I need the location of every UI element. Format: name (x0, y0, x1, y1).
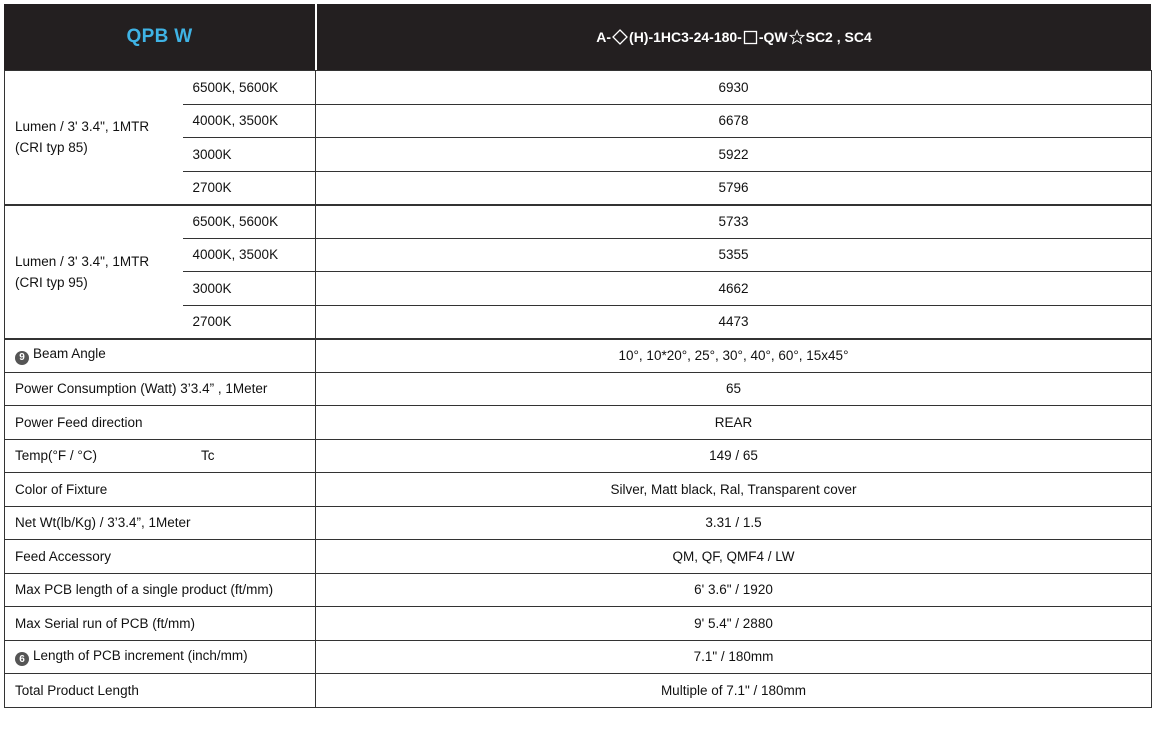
spec-value: 7.1" / 180mm (316, 640, 1152, 674)
lumen-value: 6678 (316, 104, 1152, 138)
star-icon (789, 29, 805, 45)
lumen-label-line2: (CRI typ 95) (15, 274, 88, 290)
lumen-value: 5922 (316, 138, 1152, 172)
spec-label: Net Wt(lb/Kg) / 3’3.4”, 1Meter (5, 506, 316, 540)
cct-cell: 6500K, 5600K (183, 205, 316, 239)
cct-cell: 3000K (183, 272, 316, 306)
spec-value: Multiple of 7.1" / 180mm (316, 674, 1152, 708)
number-9-icon: 9 (15, 351, 29, 365)
cct-cell: 4000K, 3500K (183, 104, 316, 138)
spec-value: 3.31 / 1.5 (316, 506, 1152, 540)
cct-cell: 4000K, 3500K (183, 238, 316, 272)
spec-label (5, 339, 316, 373)
cct-cell: 2700K (183, 171, 316, 205)
code-end: SC2 , SC4 (805, 29, 872, 45)
table-row (5, 372, 1152, 406)
cct-cell: 6500K, 5600K (183, 71, 316, 105)
spec-sheet (4, 4, 1151, 726)
lumen-label-line1: Lumen / 3' 3.4", 1MTR (15, 253, 150, 269)
lumen-group-label (5, 71, 183, 205)
product-name: QPB W (126, 26, 193, 47)
lumen-value: 5796 (316, 171, 1152, 205)
table-row (5, 406, 1152, 440)
spec-label-text: Length of PCB increment (inch/mm) (33, 647, 248, 663)
spec-label (5, 439, 316, 473)
spec-label: Feed Accessory (5, 540, 316, 574)
table-row (5, 640, 1152, 674)
lumen-value: 4662 (316, 272, 1152, 306)
spec-label-text: Beam Angle (33, 346, 106, 362)
table-row (5, 540, 1152, 574)
diamond-icon (612, 29, 628, 45)
spec-label: Power Consumption (Watt) 3’3.4” , 1Meter (5, 372, 316, 406)
spec-value: 149 / 65 (316, 439, 1152, 473)
table-row (5, 674, 1152, 708)
tc-label: Tc (201, 448, 215, 464)
lumen-label-line1: Lumen / 3' 3.4", 1MTR (15, 119, 150, 135)
code-middle: (H)-1HC3-24-180- (629, 29, 742, 45)
table-row (5, 506, 1152, 540)
table-row (5, 71, 1152, 105)
spec-label: Total Product Length (5, 674, 316, 708)
spec-value: 10°, 10*20°, 25°, 30°, 40°, 60°, 15x45° (316, 339, 1152, 373)
square-icon (743, 30, 758, 45)
lumen-value: 4473 (316, 305, 1152, 339)
lumen-label-line2: (CRI typ 85) (15, 140, 88, 156)
code-suffix: -QW (758, 29, 788, 45)
spec-value: REAR (316, 406, 1152, 440)
spec-label: Power Feed direction (5, 406, 316, 440)
spec-value: 6' 3.6" / 1920 (316, 573, 1152, 607)
cct-cell: 2700K (183, 305, 316, 339)
code-prefix: A- (596, 29, 612, 45)
lumen-value: 5355 (316, 238, 1152, 272)
spec-label (5, 640, 316, 674)
product-code (317, 4, 1151, 70)
table-row (5, 339, 1152, 373)
spec-label: Color of Fixture (5, 473, 316, 507)
spec-value: Silver, Matt black, Ral, Transparent cover (316, 473, 1152, 507)
lumen-value: 5733 (316, 205, 1152, 239)
cct-cell: 3000K (183, 138, 316, 172)
number-6-icon: 6 (15, 652, 29, 666)
spec-label: Max PCB length of a single product (ft/mm) (5, 573, 316, 607)
spec-value: 65 (316, 372, 1152, 406)
table-header (4, 4, 1151, 70)
spec-value: 9' 5.4" / 2880 (316, 607, 1152, 641)
table-row (5, 439, 1152, 473)
lumen-value: 6930 (316, 71, 1152, 105)
table-row (5, 607, 1152, 641)
spec-value: QM, QF, QMF4 / LW (316, 540, 1152, 574)
spec-label-text: Temp(°F / °C) (15, 448, 98, 464)
spec-label: Max Serial run of PCB (ft/mm) (5, 607, 316, 641)
lumen-group-label (5, 205, 183, 339)
table-row (5, 205, 1152, 239)
table-row (5, 473, 1152, 507)
table-row (5, 573, 1152, 607)
spec-table (4, 70, 1152, 708)
